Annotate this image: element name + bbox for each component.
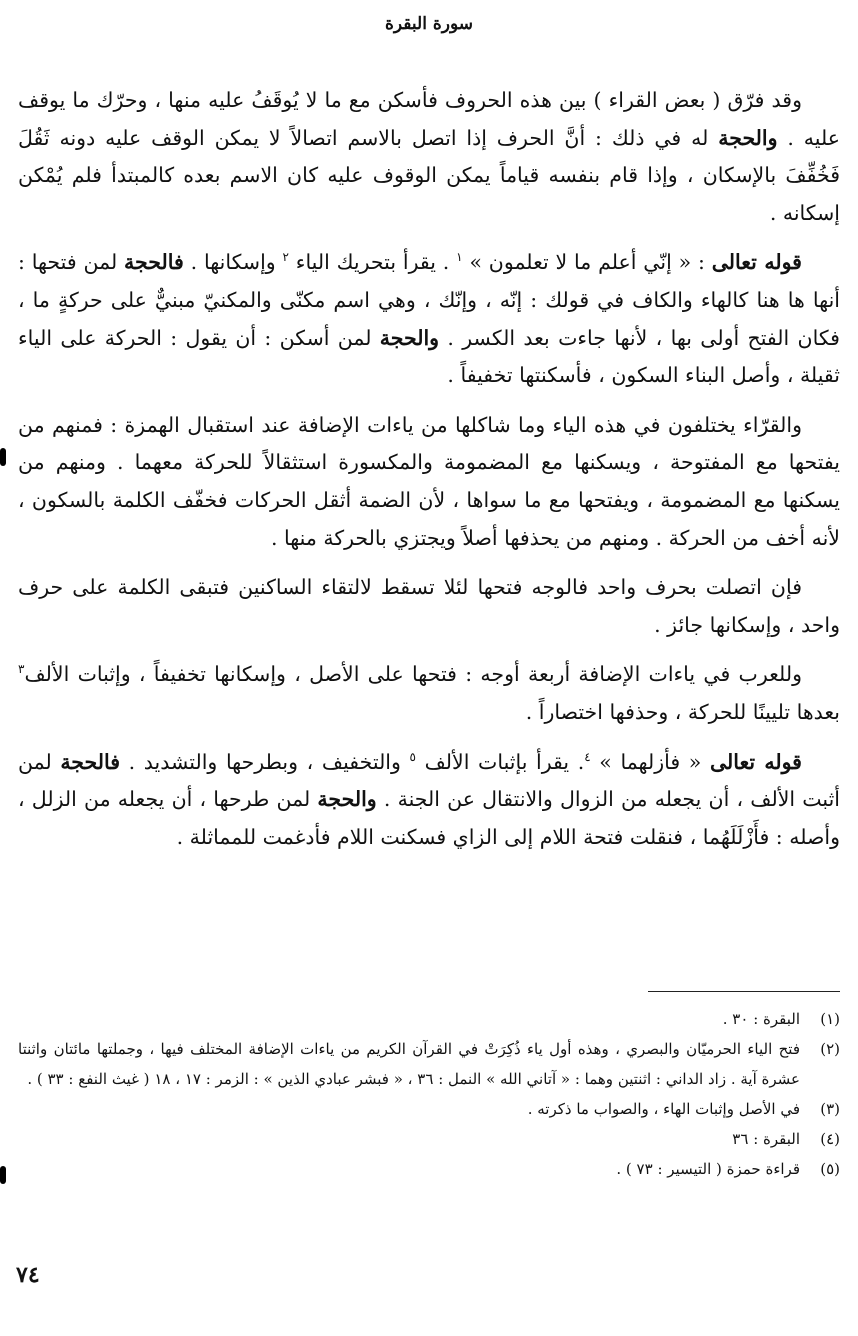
footnote-text: قراءة حمزة ( التيسير : ٧٣ ) . — [616, 1160, 800, 1178]
bold-term: فالحجة — [124, 250, 184, 275]
paragraph-5 — [18, 656, 840, 731]
text-run: والتخفيف ، وبطرحها والتشديد . — [120, 749, 410, 774]
page-number: ٧٤ — [16, 1262, 40, 1288]
text-run: له في ذلك : أنَّ الحرف إذا اتصل بالاسم اتصالاً لا يمكن الوقف عليه دونه ثَقُلَ فَخُفِّفَ بالإسكان ، وإذا قام بنفسه قياماً يمكن الوقوف عليه كان الاسم بعده كالمبتدأ فلم يُمْكن إسكانه . — [18, 125, 840, 225]
bold-term: فالحجة — [60, 749, 121, 774]
text-run: وقد فرّق ( بعض القراء ) بين هذه الحروف فأسكن مع ما لا يُوقَفُ عليه منها ، وحرّك ما يوقف عليه . — [18, 88, 840, 150]
footnote-text: البقرة : ٣٠ . — [722, 1010, 800, 1028]
text-run: « فأزلهما » — [590, 749, 710, 774]
scan-edge-mark — [0, 448, 6, 466]
footnotes — [18, 1004, 840, 1184]
bold-term: قوله تعالى — [711, 250, 802, 275]
footnote-ref[interactable]: ٢ — [282, 250, 289, 265]
footnote-number: (٥) — [820, 1160, 840, 1178]
text-run: : « إنّي أعلم ما لا تعلمون » — [462, 250, 712, 275]
text-run: وإسكانها . — [183, 250, 283, 275]
bold-term: والحجة — [718, 125, 778, 150]
footnote-text: فتح الياء الحرميّان والبصري ، وهذه أول ياء ذُكِرَتْ في القرآن الكريم من ياءات الإضافة المختلف فيها ، وجملتها مائتان واثنتا عشرة آية . زاد الداني : اثنتين وهما : « آتاني الله » النمل : ٣٦ ، « فبشر عبادي الذين » : الزمر : ١٧ ، ١٨ ( غيث النفع : ٣٣ ) . — [18, 1040, 800, 1088]
text-run: لمن فتحها : أنها ها هنا كالهاء والكاف في قولك : إنّه ، وإنّك ، وهي اسم مكنّى والمكنيّ مبنيٌّ على حركةٍ ما ، فكان الفتح أولى بها ، لأنها جاءت بعد الكسر . — [18, 250, 840, 350]
bold-term: والحجة — [317, 787, 377, 812]
footnote-number: (١) — [820, 1010, 840, 1028]
footnote-item — [18, 1094, 840, 1124]
text-run: . يقرأ بإثبات الألف — [415, 749, 585, 774]
footnote-divider — [648, 991, 840, 992]
text-run: لمن أثبت الألف ، أن يجعله من الزوال والانتقال عن الجنة . — [18, 749, 841, 812]
bold-term: قوله تعالى — [709, 749, 802, 774]
text-run: والقرّاء يختلفون في هذه الياء وما شاكلها من ياءات الإضافة عند استقبال الهمزة : فمنهم من يفتحها مع المفتوحة ، ويسكنها مع المضمومة والمكسورة استثقالاً للحركة معهما . ومنهم من يسكنها مع المضمومة ، ويفتحها مع ما سواها ، لأن الضمة أثقل الحركات فخفّف الكلمة بالسكون ، لأنه أخف من الحركة . ومنهم من يحذفها أصلاً ويجتزي بالحركة منها . — [18, 412, 840, 550]
paragraph-4 — [18, 569, 840, 644]
footnote-ref[interactable]: ١ — [456, 250, 463, 265]
footnote-text: في الأصل وإثبات الهاء ، والصواب ما ذكرته . — [527, 1100, 800, 1118]
paragraph-2 — [18, 244, 840, 394]
footnote-ref[interactable]: ٣ — [18, 662, 25, 677]
paragraph-1 — [18, 82, 840, 232]
text-run: وللعرب في ياءات الإضافة أربعة أوجه : فتحها على الأصل ، وإسكانها تخفيفاً ، وإثبات الألف — [24, 662, 802, 687]
footnote-item — [18, 1004, 840, 1034]
bold-term: والحجة — [379, 325, 440, 350]
footnote-item — [18, 1034, 840, 1094]
running-header-title: سورة البقرة — [385, 14, 473, 34]
footnote-number: (٤) — [820, 1130, 840, 1148]
footnote-text: البقرة : ٣٦ — [732, 1130, 800, 1148]
footnote-ref[interactable]: ٥ — [409, 749, 416, 764]
scan-edge-mark — [0, 1166, 6, 1184]
footnote-item — [18, 1154, 840, 1184]
footnote-ref[interactable]: ٤ — [584, 749, 591, 764]
text-run: بعدها تليينًا للحركة ، وحذفها اختصاراً . — [525, 699, 840, 724]
text-run: . يقرأ بتحريك الياء — [288, 250, 457, 275]
text-run: لمن طرحها ، أن يجعله من الزلل ، وأصله : فأَزْلَلَهُما ، فنقلت فتحة اللام إلى الزاي فسكنت اللام فأدغمت للمماثلة . — [18, 787, 840, 849]
text-run: فإن اتصلت بحرف واحد فالوجه فتحها لئلا تسقط لالتقاء الساكنين فتبقى الكلمة على حرف واحد ، وإسكانها جائز . — [18, 575, 840, 637]
paragraph-3 — [18, 407, 840, 557]
paragraph-6 — [18, 744, 840, 857]
footnote-item — [18, 1124, 840, 1154]
text-run: لمن أسكن : أن يقول : الحركة على الياء ثقيلة ، وأصل البناء السكون ، فأسكنتها تخفيفاً . — [18, 325, 840, 388]
main-text — [18, 82, 840, 868]
footnote-number: (٢) — [820, 1040, 840, 1058]
footnote-number: (٣) — [820, 1100, 840, 1118]
